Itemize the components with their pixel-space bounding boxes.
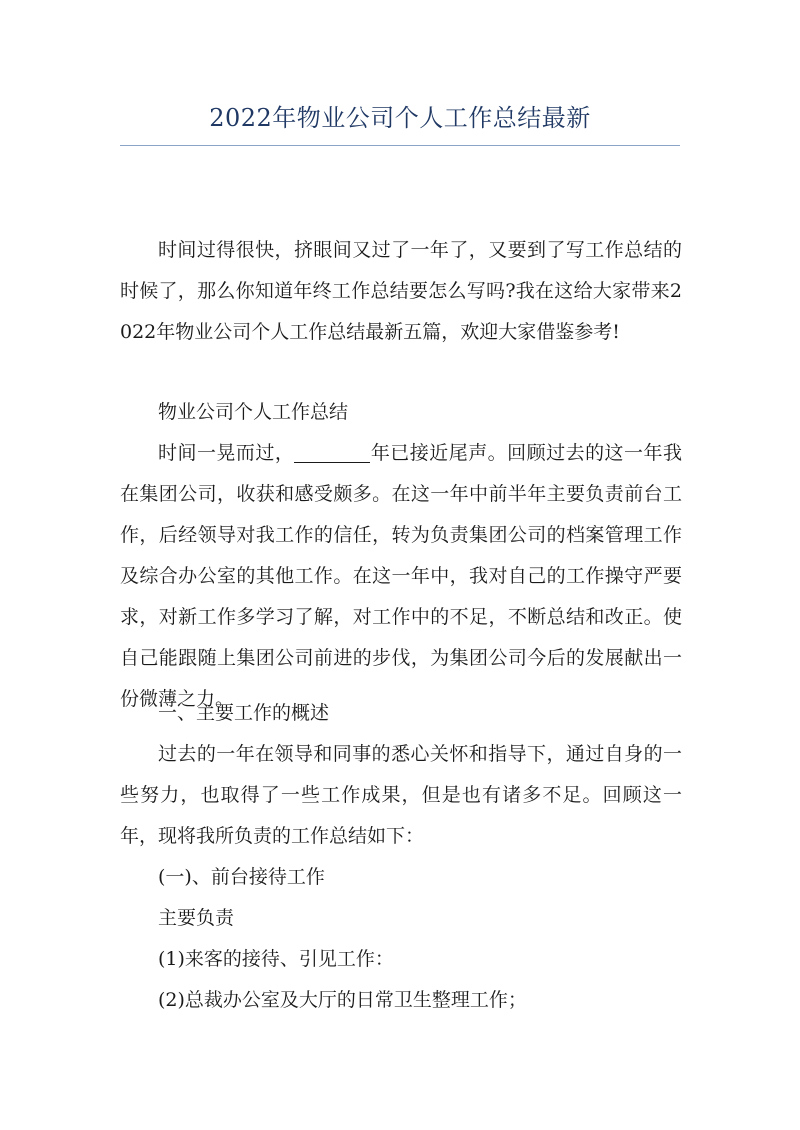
paragraph-1-rest: 年已接近尾声。回顾过去的这一年我在集团公司，收获和感受颇多。在这一年中前半年主要负责前台工作，后经领导对我工作的信任，转为负责集团公司的档案管理工作及综合办公室的其他工作。在这一年中，我对自己的工作操守严要求，对新工作多学习了解，对工作中的不足，不断总结和改正。使自己能跟随上集团公司前进的步伐，为集团公司今后的发展献出一份微薄之力。 — [120, 442, 682, 710]
year-blank — [294, 444, 370, 463]
paragraph-1 — [120, 433, 682, 720]
list-item-1: (1)来客的接待、引见工作： — [158, 948, 394, 970]
title-underline — [120, 145, 680, 146]
paragraph-1-start: 时间一晃而过， — [158, 442, 295, 464]
document-title: 2022年物业公司个人工作总结最新 — [209, 104, 591, 132]
label-main-duty: 主要负责 — [158, 907, 235, 929]
intro-paragraph: 时间过得很快，挤眼间又过了一年了，又要到了写工作总结的时候了，那么你知道年终工作总结要怎么写吗?我在这给大家带来2022年物业公司个人工作总结最新五篇，欢迎大家借鉴参考! — [120, 239, 682, 343]
section-heading: 物业公司个人工作总结 — [158, 401, 349, 423]
subheading-front-desk: (一)、前台接待工作 — [158, 866, 325, 888]
paragraph-2: 过去的一年在领导和同事的悉心关怀和指导下，通过自身的一些努力，也取得了一些工作成果，但是也有诸多不足。回顾这一年，现将我所负责的工作总结如下： — [120, 743, 682, 847]
list-item-2: (2)总裁办公室及大厅的日常卫生整理工作； — [158, 989, 527, 1011]
heading-main-work-overview: 一、主要工作的概述 — [158, 702, 330, 724]
